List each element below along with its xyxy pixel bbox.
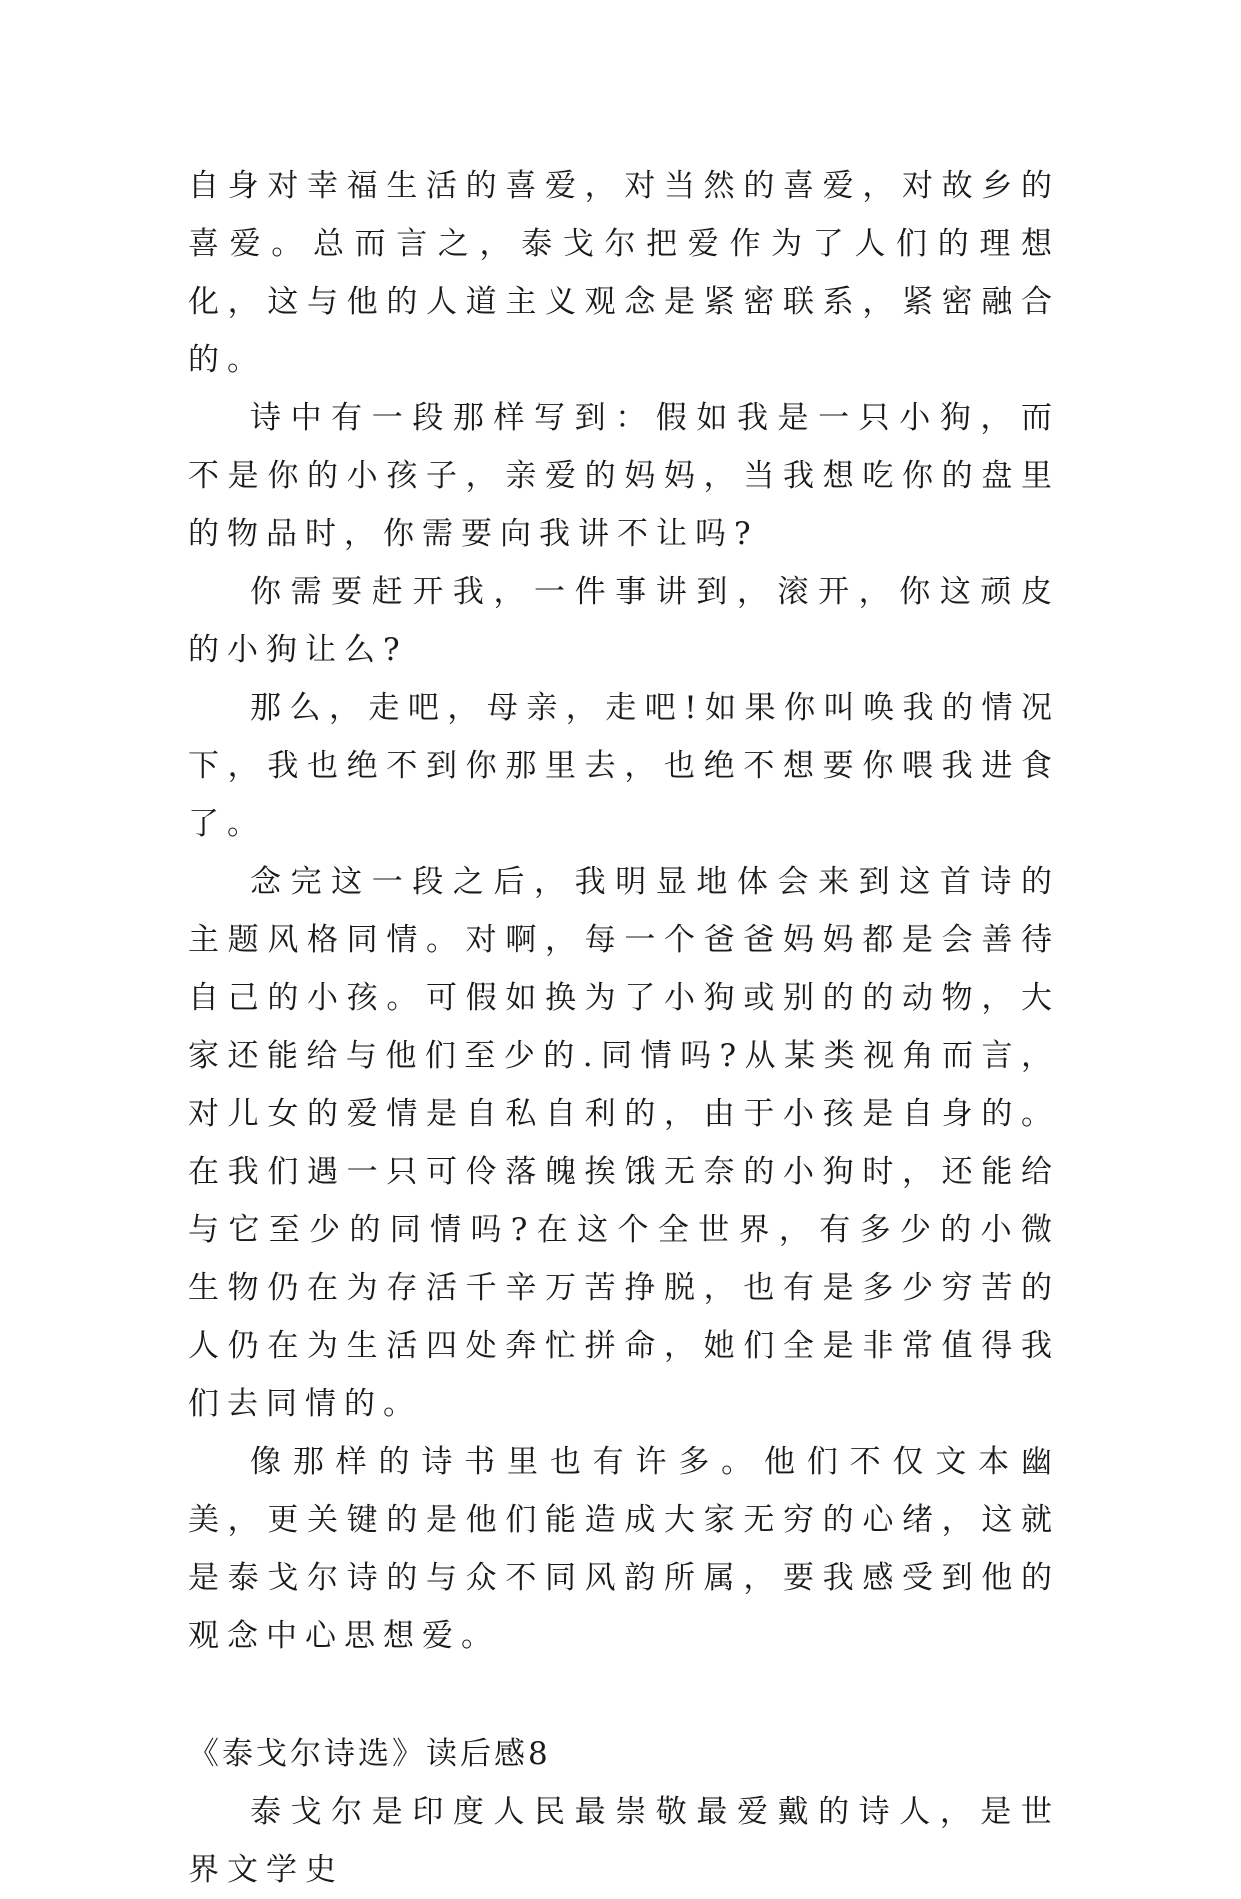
paragraph-4: 那么，走吧，母亲，走吧!如果你叫唤我的情况下，我也绝不到你那里去，也绝不想要你喂我进食了。 (188, 690, 1060, 842)
section-paragraph: 泰戈尔是印度人民最崇敬最爱戴的诗人，是世界文学史 (188, 1794, 1060, 1888)
paragraph-1: 自身对幸福生活的喜爱，对当然的喜爱，对故乡的喜爱。总而言之，泰戈尔把爱作为了人们的理想化，这与他的人道主义观念是紧密联系，紧密融合的。 (188, 168, 1060, 378)
document-page (188, 0, 1060, 1899)
paragraph-5: 念完这一段之后，我明显地体会来到这首诗的主题风格同情。对啊，每一个爸爸妈妈都是会善待自己的小孩。可假如换为了小狗或别的的动物，大家还能给与他们至少的.同情吗?从某类视角而言，对儿女的爱情是自私自利的，由于小孩是自身的。在我们遇一只可伶落魄挨饿无奈的小狗时，还能给与它至少的同情吗?在这个全世界，有多少的小微生物仍在为存活千辛万苦挣脱，也有是多少穷苦的人仍在为生活四处奔忙拼命，她们全是非常值得我们去同情的。 (188, 864, 1060, 1422)
section-heading: 《泰戈尔诗选》读后感8 (188, 1736, 551, 1772)
paragraph-3: 你需要赶开我，一件事讲到，滚开，你这顽皮的小狗让么? (188, 574, 1060, 668)
paragraph-6: 像那样的诗书里也有许多。他们不仅文本幽美，更关键的是他们能造成大家无穷的心绪，这就是泰戈尔诗的与众不同风韵所属，要我感受到他的观念中心思想爱。 (188, 1444, 1060, 1654)
paragraph-2: 诗中有一段那样写到：假如我是一只小狗，而不是你的小孩子，亲爱的妈妈，当我想吃你的盘里的物品时，你需要向我讲不让吗? (188, 400, 1060, 552)
